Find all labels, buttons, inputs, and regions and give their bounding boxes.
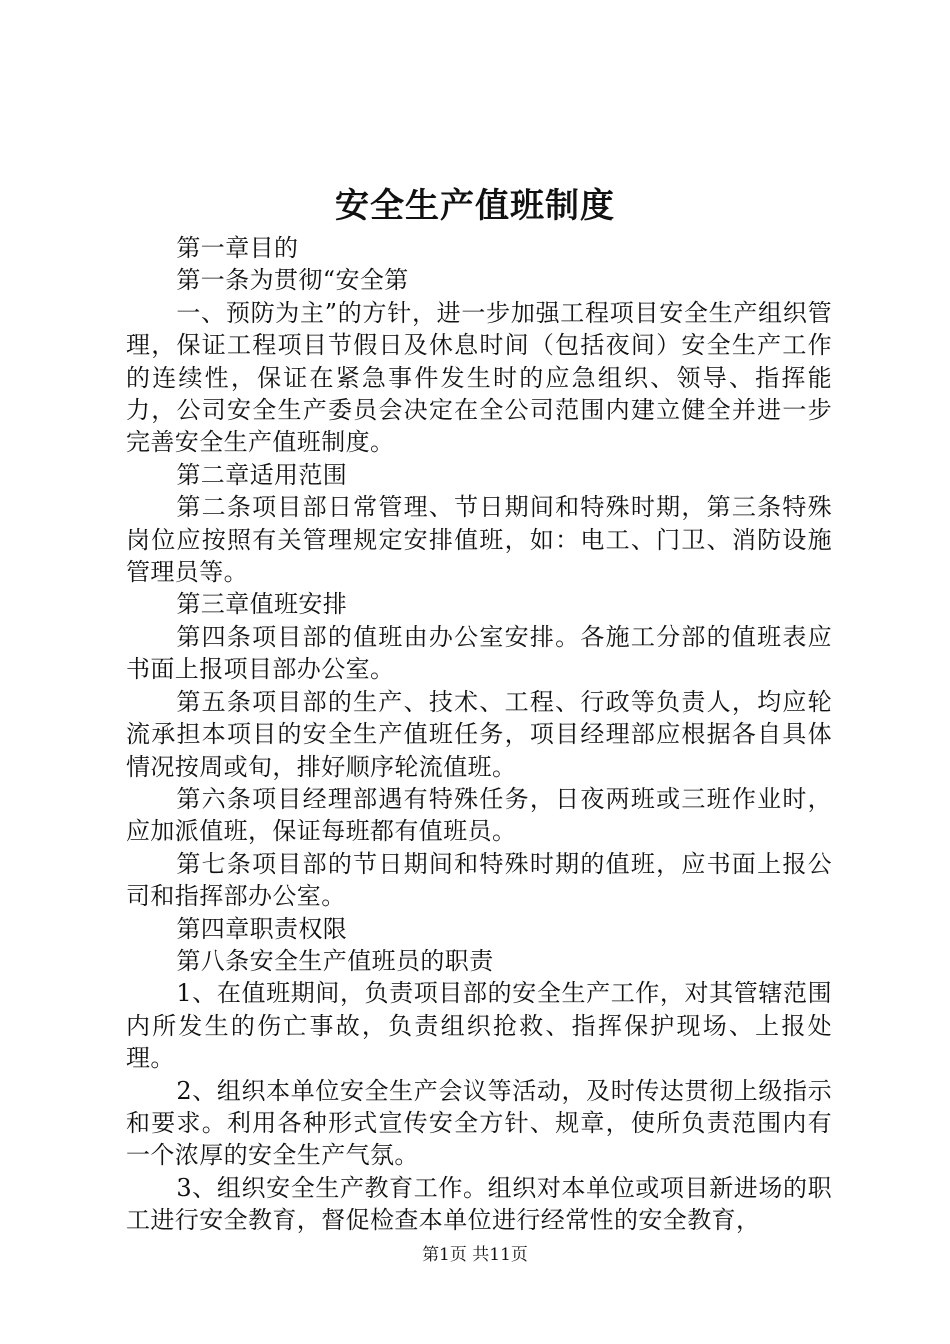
chapter-heading: 第四章职责权限 (176, 914, 348, 943)
chapter-heading: 第三章值班安排 (176, 590, 348, 619)
document-body (126, 232, 832, 1237)
paragraph: 第七条项目部的节日期间和特殊时期的值班，应书面上报公司和指挥部办公室。 (126, 849, 832, 911)
chapter-heading: 第一章目的 (176, 234, 299, 262)
paragraph: 第二条项目部日常管理、节日期间和特殊时期，第三条特殊岗位应按照有关管理规定安排值班，如：电工、门卫、消防设施管理员等。 (126, 493, 832, 587)
paragraph: 第八条安全生产值班员的职责 (176, 946, 494, 975)
list-item: 3、组织安全生产教育工作。组织对本单位或项目新进场的职工进行安全教育，督促检查本单位进行经常性的安全教育， (126, 1173, 832, 1235)
paragraph: 第四条项目部的值班由办公室安排。各施工分部的值班表应书面上报项目部办公室。 (126, 622, 832, 684)
paragraph: 第一条为贯彻“安全第 (176, 266, 409, 295)
paragraph: 第六条项目经理部遇有特殊任务，日夜两班或三班作业时，应加派值班，保证每班都有值班员。 (126, 784, 832, 846)
paragraph: 第五条项目部的生产、技术、工程、行政等负责人，均应轮流承担本项目的安全生产值班任务，项目经理部应根据各自具体情况按周或旬，排好顺序轮流值班。 (126, 687, 832, 781)
document-title: 安全生产值班制度 (335, 186, 615, 226)
page-number: 第1页 共11页 (422, 1245, 528, 1265)
paragraph: 一、预防为主”的方针，进一步加强工程项目安全生产组织管理，保证工程项目节假日及休息时间（包括夜间）安全生产工作的连续性，保证在紧急事件发生时的应急组织、领导、指挥能力，公司安全生产委员会决定在全公司范围内建立健全并进一步完善安全生产值班制度。 (126, 298, 832, 457)
list-item: 2、组织本单位安全生产会议等活动，及时传达贯彻上级指示和要求。利用各种形式宣传安全方针、规章，使所负责范围内有一个浓厚的安全生产气氛。 (126, 1076, 832, 1170)
list-item: 1、在值班期间，负责项目部的安全生产工作，对其管辖范围内所发生的伤亡事故，负责组织抢救、指挥保护现场、上报处理。 (126, 979, 832, 1073)
chapter-heading: 第二章适用范围 (176, 460, 348, 489)
